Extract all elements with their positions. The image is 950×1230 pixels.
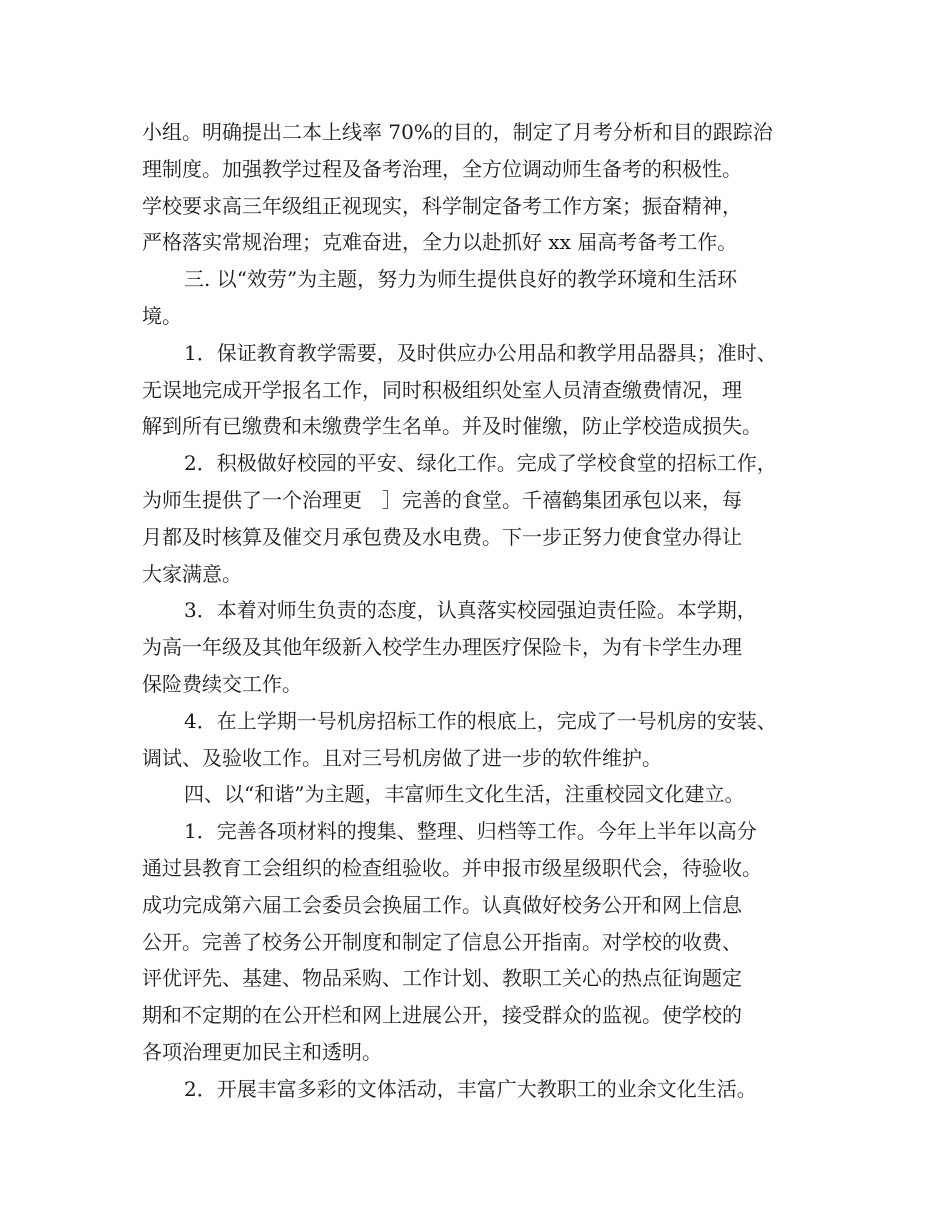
text-line: 为师生提供了一个治理更 ］完善的食堂。千禧鹤集团承包以来，每 bbox=[142, 487, 742, 512]
text-line: 小组。明确提出二本上线率 70%的目的，制定了月考分析和目的跟踪治 bbox=[142, 120, 773, 144]
text-line: 保险费续交工作。 bbox=[142, 671, 302, 696]
text-line: 4．在上学期一号机房招标工作的根底上，完成了一号机房的安装、 bbox=[184, 708, 777, 733]
text-line: 调试、及验收工作。且对三号机房做了进一步的软件维护。 bbox=[142, 745, 662, 770]
text-line: 解到所有已缴费和未缴费学生名单。并及时催缴，防止学校造成损失。 bbox=[142, 414, 762, 439]
text-line: 成功完成第六届工会委员会换届工作。认真做好校务公开和网上信息 bbox=[142, 892, 742, 917]
text-line: 四、以“和谐”为主题，丰富师生文化生活，注重校园文化建立。 bbox=[184, 782, 745, 807]
text-line: 2．开展丰富多彩的文体活动，丰富广大教职工的业余文化生活。 bbox=[184, 1076, 757, 1101]
text-line: 无误地完成开学报名工作，同时积极组织处室人员清查缴费情况，理 bbox=[142, 377, 742, 402]
text-line: 通过县教育工会组织的检查组验收。并申报市级星级职代会，待验收。 bbox=[142, 855, 762, 880]
text-line: 学校要求高三年级组正视现实，科学制定备考工作方案；振奋精神， bbox=[142, 193, 742, 218]
body-text bbox=[142, 114, 832, 1108]
text-line: 理制度。加强教学过程及备考治理，全方位调动师生备考的积极性。 bbox=[142, 156, 742, 181]
text-line: 1．保证教育教学需要，及时供应办公用品和教学用品器具；准时、 bbox=[184, 340, 777, 365]
text-line: 境。 bbox=[142, 303, 182, 328]
text-line: 大家满意。 bbox=[142, 561, 242, 586]
text-line: 月都及时核算及催交月承包费及水电费。下一步正努力使食堂办得让 bbox=[142, 524, 742, 549]
text-line: 3．本着对师生负责的态度，认真落实校园强迫责任险。本学期， bbox=[184, 598, 757, 623]
text-line: 三. 以“效劳”为主题，努力为师生提供良好的教学环境和生活环 bbox=[184, 267, 738, 292]
text-line: 严格落实常规治理；克难奋进，全力以赴抓好 xx 届高考备考工作。 bbox=[142, 230, 738, 255]
text-line: 为高一年级及其他年级新入校学生办理医疗保险卡，为有卡学生办理 bbox=[142, 635, 742, 660]
text-line: 公开。完善了校务公开制度和制定了信息公开指南。对学校的收费、 bbox=[142, 929, 742, 954]
text-line: 评优评先、基建、物品采购、工作计划、教职工关心的热点征询题定 bbox=[142, 966, 742, 991]
text-line: 2．积极做好校园的平安、绿化工作。完成了学校食堂的招标工作， bbox=[184, 451, 777, 476]
text-line: 1．完善各项材料的搜集、整理、归档等工作。今年上半年以高分 bbox=[184, 819, 757, 844]
text-line: 期和不定期的在公开栏和网上进展公开，接受群众的监视。使学校的 bbox=[142, 1003, 742, 1028]
text-line: 各项治理更加民主和透明。 bbox=[142, 1039, 382, 1064]
